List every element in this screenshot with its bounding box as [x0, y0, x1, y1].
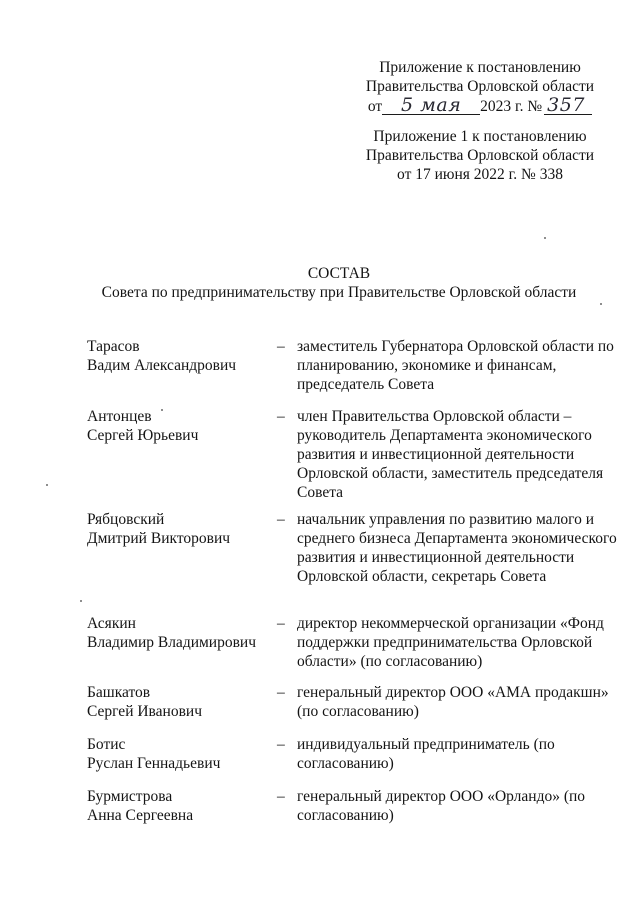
appendix-caption: Приложение к постановлению [379, 59, 581, 76]
title-heading: СОСТАВ [307, 265, 371, 282]
document-title [60, 264, 618, 302]
appendix-date-line [330, 96, 630, 116]
handwritten-decree-number: 357 [544, 96, 592, 115]
original-appendix-header [330, 127, 630, 184]
member-role: заместитель Губернатора Орловской области по планированию, экономике и финансам, председатель Совета [297, 338, 614, 393]
member-dash: – [277, 736, 285, 753]
scan-speck [544, 237, 546, 239]
member-given-names: Руслан Геннадьевич [87, 755, 221, 772]
member-name [87, 337, 267, 375]
member-name [87, 614, 267, 652]
member-given-names: Сергей Иванович [87, 703, 203, 720]
member-name [87, 407, 267, 445]
date-prefix: от [367, 98, 383, 115]
member-given-names: Сергей Юрьевич [87, 427, 199, 444]
handwritten-date: 5 мая [382, 96, 480, 115]
member-name [87, 510, 267, 548]
current-appendix-header [330, 58, 630, 116]
member-given-names: Владимир Владимирович [87, 634, 257, 651]
member-dash: – [277, 408, 285, 425]
member-role: генеральный директор ООО «Орландо» (по согласованию) [297, 788, 586, 824]
member-surname: Асякин [87, 615, 136, 632]
scan-speck [600, 303, 602, 305]
member-dash: – [277, 684, 285, 701]
member-role: генеральный директор ООО «АМА продакшн» (по согласованию) [297, 684, 609, 720]
member-dash: – [277, 615, 285, 632]
member-surname: Башкатов [87, 684, 151, 701]
member-given-names: Вадим Александрович [87, 357, 237, 374]
date-suffix: 2023 г. № [480, 98, 543, 115]
member-surname: Антонцев [87, 408, 152, 425]
member-role: индивидуальный предприниматель (по согласованию) [297, 736, 555, 772]
member-role: начальник управления по развитию малого и среднего бизнеса Департамента экономического развития и инвестиционной деятельности Орловской области, секретарь Совета [297, 511, 617, 585]
member-name [87, 787, 267, 825]
member-dash: – [277, 338, 285, 355]
member-name [87, 735, 267, 773]
scan-speck [46, 484, 48, 486]
appendix-issuer: Правительства Орловской области [365, 78, 595, 95]
original-appendix-caption: Приложение 1 к постановлению [373, 128, 587, 145]
member-surname: Рябцовский [87, 511, 165, 528]
member-dash: – [277, 511, 285, 528]
scan-speck [80, 600, 82, 602]
title-subheading: Совета по предпринимательству при Правительстве Орловской области [101, 284, 577, 301]
member-name [87, 683, 267, 721]
member-surname: Бурмистрова [87, 788, 173, 805]
member-surname: Тарасов [87, 338, 140, 355]
member-role: директор некоммерческой организации «Фонд поддержки предпринимательства Орловской области» (по согласованию) [297, 615, 604, 670]
member-given-names: Дмитрий Викторович [87, 530, 231, 547]
original-appendix-issuer: Правительства Орловской области [365, 147, 595, 164]
member-surname: Ботис [87, 736, 126, 753]
scan-speck [161, 409, 163, 411]
member-dash: – [277, 788, 285, 805]
member-given-names: Анна Сергеевна [87, 807, 194, 824]
original-appendix-date: от 17 июня 2022 г. № 338 [397, 166, 563, 183]
member-role: член Правительства Орловской области – руководитель Департамента экономического развития и инвестиционной деятельности Орловской области, заместитель председателя Совета [297, 408, 604, 501]
